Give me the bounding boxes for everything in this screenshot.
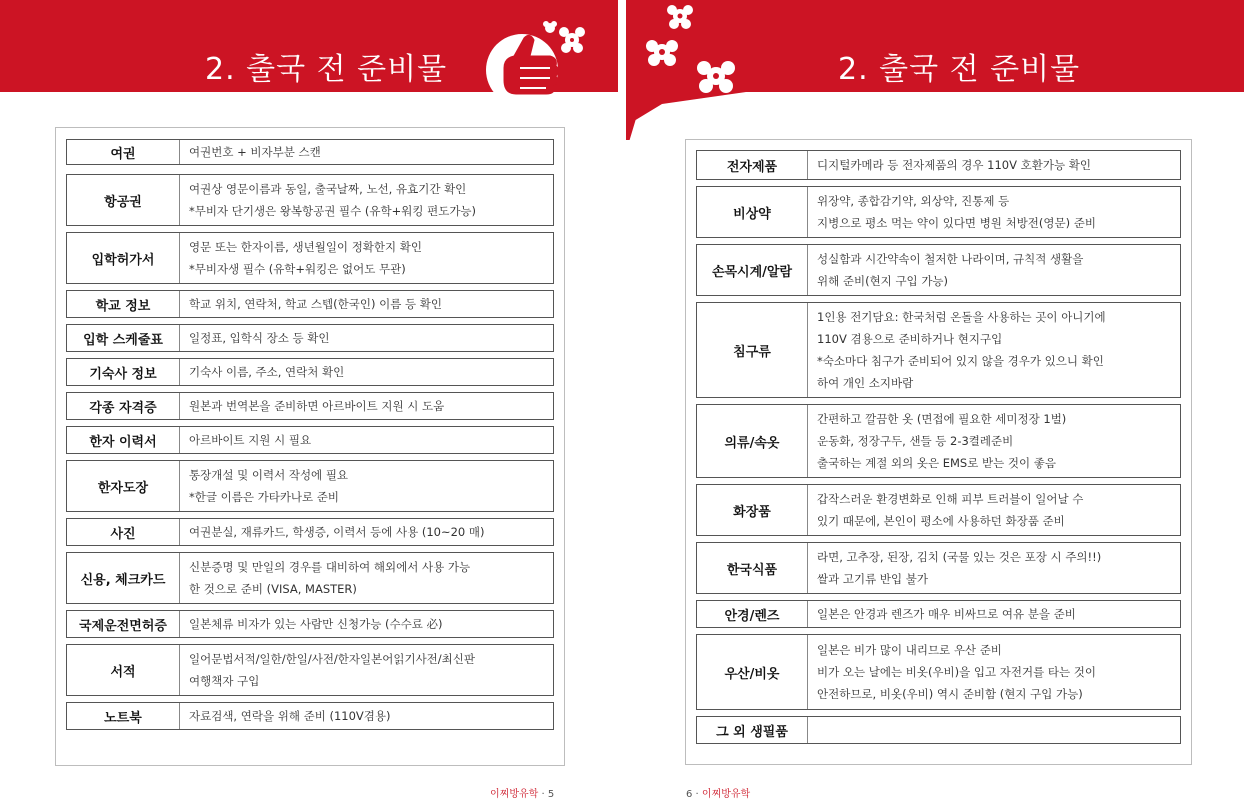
table-row bbox=[66, 644, 554, 696]
row-description bbox=[189, 233, 549, 283]
row-description bbox=[189, 140, 549, 164]
table-row bbox=[66, 139, 554, 165]
description-line: 있기 때문에, 본인이 평소에 사용하던 화장품 준비 bbox=[817, 514, 1065, 528]
row-description bbox=[189, 611, 549, 637]
description-line: 학교 위치, 연락처, 학교 스텝(한국인) 이름 등 확인 bbox=[189, 297, 442, 311]
row-label: 입학 스케줄표 bbox=[67, 325, 180, 351]
row-description bbox=[817, 601, 1176, 627]
row-label: 노트북 bbox=[67, 703, 180, 729]
description-line: 일정표, 입학식 장소 등 확인 bbox=[189, 331, 330, 345]
row-label: 한국식품 bbox=[697, 543, 808, 593]
row-label: 서적 bbox=[67, 645, 180, 695]
description-line: 지병으로 평소 먹는 약이 있다면 병원 처방전(영문) 준비 bbox=[817, 216, 1096, 230]
row-description bbox=[189, 645, 549, 695]
row-label: 비상약 bbox=[697, 187, 808, 237]
table-row bbox=[696, 542, 1181, 594]
description-line: 1인용 전기담요: 한국처럼 온돌을 사용하는 곳이 아니기에 bbox=[817, 310, 1106, 324]
row-description bbox=[189, 553, 549, 603]
row-label: 기숙사 정보 bbox=[67, 359, 180, 385]
row-label: 화장품 bbox=[697, 485, 808, 535]
description-line: 원본과 번역본을 준비하면 아르바이트 지원 시 도움 bbox=[189, 399, 445, 413]
description-line: 한 것으로 준비 (VISA, MASTER) bbox=[189, 582, 357, 596]
page-gutter bbox=[618, 0, 626, 812]
description-line: *무비자 단기생은 왕복항공권 필수 (유학+워킹 편도가능) bbox=[189, 204, 477, 218]
description-line: 아르바이트 지원 시 필요 bbox=[189, 433, 312, 447]
table-row bbox=[66, 460, 554, 512]
row-label: 사진 bbox=[67, 519, 180, 545]
row-label: 우산/비옷 bbox=[697, 635, 808, 709]
table-row bbox=[66, 702, 554, 730]
row-description bbox=[817, 717, 1176, 743]
description-line: 비가 오는 날에는 비옷(우비)을 입고 자전거를 타는 것이 bbox=[817, 665, 1096, 679]
footer-page-number: 6 · bbox=[686, 789, 699, 800]
row-label: 항공권 bbox=[67, 175, 180, 225]
row-description bbox=[189, 359, 549, 385]
row-description bbox=[817, 543, 1176, 593]
left-page bbox=[0, 0, 618, 812]
table-row bbox=[696, 634, 1181, 710]
row-description bbox=[189, 427, 549, 453]
description-line: 자료검색, 연락을 위해 준비 (110V겸용) bbox=[189, 709, 391, 723]
table-row bbox=[696, 404, 1181, 478]
row-description bbox=[189, 461, 549, 511]
description-line: 여권분실, 재류카드, 학생증, 이력서 등에 사용 (10~20 매) bbox=[189, 525, 485, 539]
row-label: 손목시계/알람 bbox=[697, 245, 808, 295]
row-description bbox=[817, 187, 1176, 237]
page-footer bbox=[686, 785, 750, 800]
table-row bbox=[66, 552, 554, 604]
description-line: 기숙사 이름, 주소, 연락처 확인 bbox=[189, 365, 345, 379]
description-line: 쌀과 고기류 반입 불가 bbox=[817, 572, 928, 586]
table-row bbox=[66, 610, 554, 638]
table-row bbox=[696, 484, 1181, 536]
description-line: 위해 준비(현지 구입 가능) bbox=[817, 274, 949, 288]
table-row bbox=[66, 426, 554, 454]
description-line: *한글 이름은 가타카나로 준비 bbox=[189, 490, 340, 504]
row-label: 의류/속옷 bbox=[697, 405, 808, 477]
description-line: 하여 개인 소지바람 bbox=[817, 376, 914, 390]
description-line: 110V 겸용으로 준비하거나 현지구입 bbox=[817, 332, 1003, 346]
preparation-table bbox=[685, 139, 1192, 765]
table-row bbox=[696, 244, 1181, 296]
row-label: 그 외 생필품 bbox=[697, 717, 808, 743]
table-row bbox=[696, 186, 1181, 238]
description-line: 위장약, 종합감기약, 외상약, 진통제 등 bbox=[817, 194, 1010, 208]
table-row bbox=[696, 716, 1181, 744]
row-description bbox=[189, 291, 549, 317]
description-line: 일어문법서적/일한/한일/사전/한자일본어읽기사전/최신판 bbox=[189, 652, 475, 666]
description-line: 출국하는 계절 외의 옷은 EMS로 받는 것이 좋음 bbox=[817, 456, 1056, 470]
description-line: 일본은 안경과 렌즈가 매우 비싸므로 여유 분을 준비 bbox=[817, 607, 1076, 621]
row-label: 학교 정보 bbox=[67, 291, 180, 317]
table-row bbox=[66, 392, 554, 420]
row-label: 국제운전면허증 bbox=[67, 611, 180, 637]
row-description bbox=[189, 175, 549, 225]
description-line: 여권상 영문이름과 동일, 출국날짜, 노선, 유효기간 확인 bbox=[189, 182, 467, 196]
row-label: 안경/렌즈 bbox=[697, 601, 808, 627]
description-line: 신분증명 및 만일의 경우를 대비하여 해외에서 사용 가능 bbox=[189, 560, 471, 574]
row-description bbox=[189, 703, 549, 729]
row-description bbox=[189, 325, 549, 351]
description-line: 갑작스러운 환경변화로 인해 피부 트러블이 일어날 수 bbox=[817, 492, 1084, 506]
footer-brand: 이찌방유학 bbox=[701, 789, 751, 800]
row-description bbox=[817, 405, 1176, 477]
row-description bbox=[817, 303, 1176, 397]
row-description bbox=[817, 151, 1176, 179]
page-footer bbox=[490, 785, 554, 800]
row-label: 여권 bbox=[67, 140, 180, 164]
table-row bbox=[696, 600, 1181, 628]
table-row bbox=[66, 290, 554, 318]
description-line: *숙소마다 침구가 준비되어 있지 않을 경우가 있으니 확인 bbox=[817, 354, 1104, 368]
description-line: 여권번호 + 비자부분 스캔 bbox=[189, 145, 321, 159]
description-line: 디지털카메라 등 전자제품의 경우 110V 호환가능 확인 bbox=[817, 158, 1091, 172]
row-description bbox=[817, 245, 1176, 295]
table-row bbox=[696, 150, 1181, 180]
table-row bbox=[696, 302, 1181, 398]
table-row bbox=[66, 232, 554, 284]
row-label: 한자 이력서 bbox=[67, 427, 180, 453]
description-line: 라면, 고추장, 된장, 김치 (국물 있는 것은 포장 시 주의!!) bbox=[817, 550, 1102, 564]
description-line: 통장개설 및 이력서 작성에 필요 bbox=[189, 468, 349, 482]
table-row bbox=[66, 324, 554, 352]
footer-page-number: · 5 bbox=[541, 789, 555, 800]
row-description bbox=[817, 635, 1176, 709]
table-row bbox=[66, 174, 554, 226]
row-label: 침구류 bbox=[697, 303, 808, 397]
row-description bbox=[189, 519, 549, 545]
footer-brand: 이찌방유학 bbox=[490, 789, 539, 800]
thumbs-up-icon bbox=[480, 18, 588, 110]
table-row bbox=[66, 518, 554, 546]
preparation-table bbox=[55, 127, 565, 766]
cherry-blossom-icon bbox=[636, 0, 756, 96]
row-label: 각종 자격증 bbox=[67, 393, 180, 419]
description-line: 일본은 비가 많이 내리므로 우산 준비 bbox=[817, 643, 1002, 657]
description-line: 안전하므로, 비옷(우비) 역시 준비함 (현지 구입 가능) bbox=[817, 687, 1083, 701]
row-label: 한자도장 bbox=[67, 461, 180, 511]
row-label: 전자제품 bbox=[697, 151, 808, 179]
row-description bbox=[817, 485, 1176, 535]
page-title: 2. 출국 전 준비물 bbox=[838, 52, 1081, 87]
row-label: 입학허가서 bbox=[67, 233, 180, 283]
description-line: 영문 또는 한자이름, 생년월일이 정확한지 확인 bbox=[189, 240, 423, 254]
row-description bbox=[189, 393, 549, 419]
description-line: 간편하고 깔끔한 옷 (면접에 필요한 세미정장 1벌) bbox=[817, 412, 1067, 426]
page-title: 2. 출국 전 준비물 bbox=[205, 52, 448, 87]
table-row bbox=[66, 358, 554, 386]
description-line: 성실함과 시간약속이 철저한 나라이며, 규칙적 생활을 bbox=[817, 252, 1084, 266]
description-line: 운동화, 정장구두, 샌들 등 2-3켤레준비 bbox=[817, 434, 1014, 448]
description-line: 여행책자 구입 bbox=[189, 674, 260, 688]
description-line: *무비자생 필수 (유학+워킹은 없어도 무관) bbox=[189, 262, 406, 276]
row-label: 신용, 체크카드 bbox=[67, 553, 180, 603]
description-line: 일본체류 비자가 있는 사람만 신청가능 (수수료 必) bbox=[189, 617, 443, 631]
